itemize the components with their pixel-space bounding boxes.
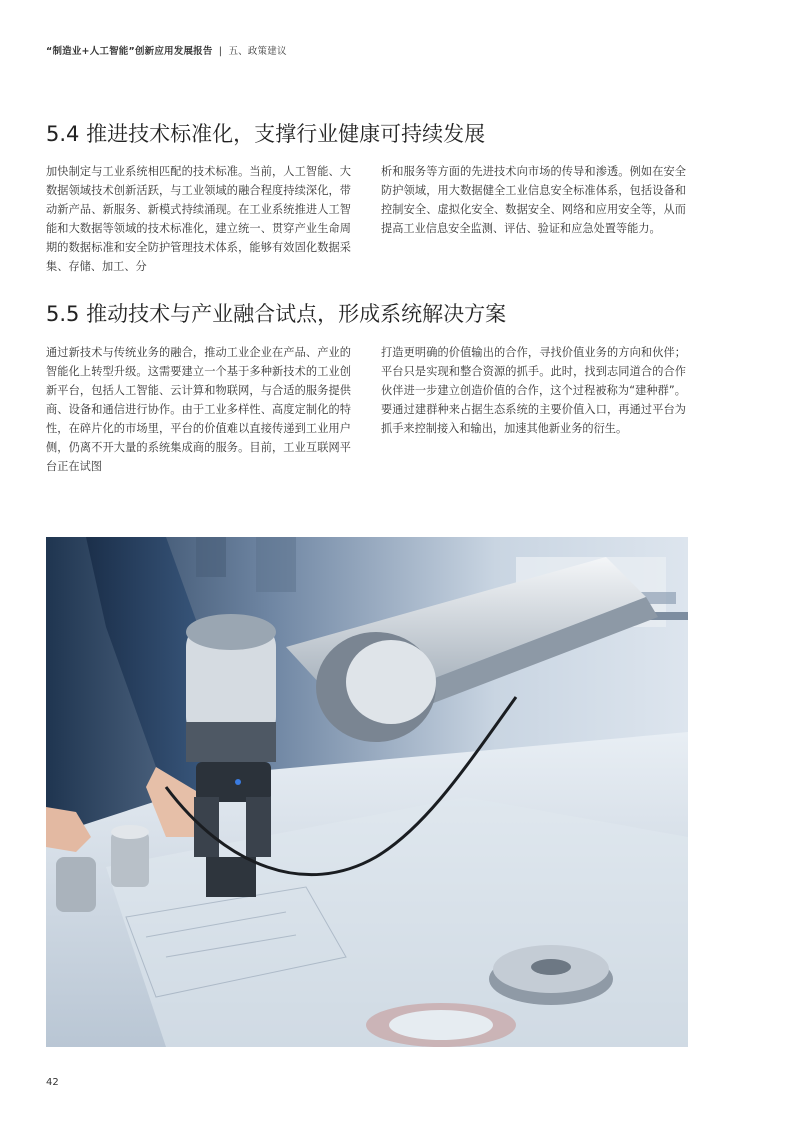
section-body-5-4 <box>46 162 686 276</box>
page-number: 42 <box>46 1077 59 1088</box>
section-body-5-5 <box>46 343 686 476</box>
paragraph-right: 打造更明确的价值输出的合作，寻找价值业务的方向和伙伴；平台只是实现和整合资源的抓手。此时，找到志同道合的合作伙伴进一步建立创造价值的合作，这个过程被称为“建种群”。要通过建群种来占据生态系统的主要价值入口，再通过平台为抓手来控制接入和输出，加速其他新业务的衍生。 <box>381 346 686 435</box>
section-title-5-5: 5.5 推动技术与产业融合试点，形成系统解决方案 <box>46 302 507 326</box>
robotic-arm-photo <box>46 537 688 1047</box>
running-header <box>46 43 287 57</box>
chapter-label: 五、政策建议 <box>228 46 287 57</box>
paragraph-left: 通过新技术与传统业务的融合，推动工业企业在产品、产业的智能化上转型升级。这需要建立一个基于多种新技术的工业创新平台，包括人工智能、云计算和物联网，与合适的服务提供商、设备和通信进行协作。由于工业多样性、高度定制化的特性，在碎片化的市场里，平台的价值难以直接传递到工业用户侧，仍离不开大量的系统集成商的服务。目前，工业互联网平台正在试图 <box>46 346 351 473</box>
paragraph-left: 加快制定与工业系统相匹配的技术标准。当前，人工智能、大数据领域技术创新活跃，与工业领域的融合程度持续深化，带动新产品、新服务、新模式持续涌现。在工业系统推进人工智能和大数据等领域的技术标准化，建立统一、贯穿产业生命周期的数据标准和安全防护管理技术体系，能够有效固化数据采集、存储、加工、分 <box>46 165 351 273</box>
header-separator: | <box>218 46 223 57</box>
report-title: “制造业+人工智能”创新应用发展报告 <box>46 46 213 57</box>
section-title-5-4: 5.4 推进技术标准化，支撑行业健康可持续发展 <box>46 122 486 146</box>
paragraph-right: 析和服务等方面的先进技术向市场的传导和渗透。例如在安全防护领域，用大数据健全工业信息安全标准体系，包括设备和控制安全、虚拟化安全、数据安全、网络和应用安全等，从而提高工业信息安全监测、评估、验证和应急处置等能力。 <box>381 165 686 235</box>
